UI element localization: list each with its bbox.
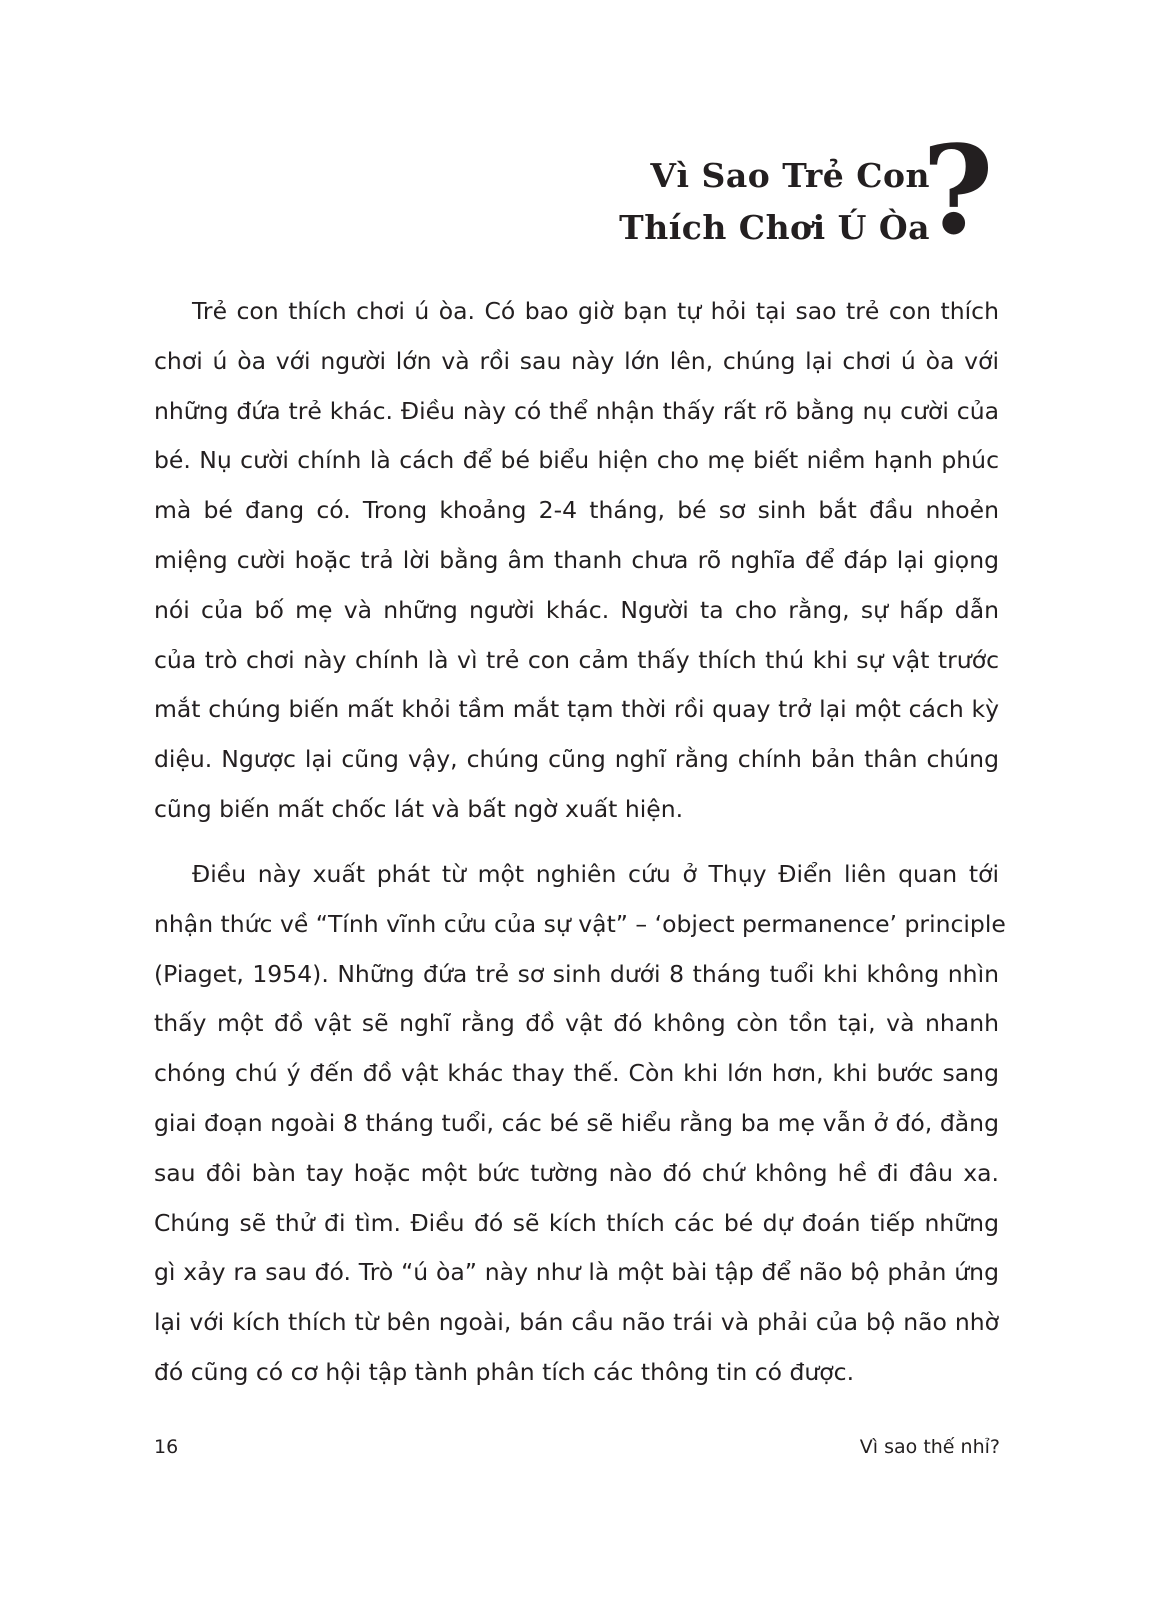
text-line: chơi ú òa với người lớn và rồi sau này lớn lên, chúng lại chơi ú òa với — [154, 346, 999, 375]
text-line: sau đôi bàn tay hoặc một bức tường nào đó chứ không hề đi đâu xa. — [154, 1158, 999, 1187]
text-line: miệng cười hoặc trả lời bằng âm thanh chưa rõ nghĩa để đáp lại giọng — [154, 545, 999, 574]
text-line: nhận thức về “Tính vĩnh cửu của sự vật” – ‘object permanence’ principle — [154, 909, 1006, 938]
text-line: cũng biến mất chốc lát và bất ngờ xuất hiện. — [154, 794, 684, 823]
text-line: những đứa trẻ khác. Điều này có thể nhận thấy rất rõ bằng nụ cười của — [154, 396, 999, 425]
chapter-title — [619, 150, 930, 254]
text-line: giai đoạn ngoài 8 tháng tuổi, các bé sẽ hiểu rằng ba mẹ vẫn ở đó, đằng — [154, 1108, 999, 1137]
chapter-title-line-1: Vì Sao Trẻ Con — [650, 156, 930, 195]
text-line: nói của bố mẹ và những người khác. Người ta cho rằng, sự hấp dẫn — [154, 595, 999, 624]
question-mark-decoration: ? — [922, 118, 994, 262]
paragraph-1 — [154, 287, 999, 835]
text-line: đó cũng có cơ hội tập tành phân tích các thông tin có được. — [154, 1357, 855, 1386]
text-line: (Piaget, 1954). Những đứa trẻ sơ sinh dưới 8 tháng tuổi khi không nhìn — [154, 959, 999, 988]
chapter-title-line-2: Thích Chơi Ú Òa — [619, 208, 930, 247]
text-line: của trò chơi này chính là vì trẻ con cảm thấy thích thú khi sự vật trước — [154, 645, 999, 674]
text-line: Chúng sẽ thử đi tìm. Điều đó sẽ kích thích các bé dự đoán tiếp những — [154, 1208, 999, 1237]
text-line: thấy một đồ vật sẽ nghĩ rằng đồ vật đó không còn tồn tại, và nhanh — [154, 1009, 999, 1038]
text-line: diệu. Ngược lại cũng vậy, chúng cũng nghĩ rằng chính bản thân chúng — [154, 745, 999, 774]
paragraph-2 — [154, 850, 1006, 1398]
text-line: chóng chú ý đến đồ vật khác thay thế. Còn khi lớn hơn, khi bước sang — [154, 1059, 999, 1088]
text-line: Trẻ con thích chơi ú òa. Có bao giờ bạn tự hỏi tại sao trẻ con thích — [192, 297, 999, 325]
text-line: gì xảy ra sau đó. Trò “ú òa” này như là một bài tập để não bộ phản ứng — [154, 1258, 999, 1287]
text-line: bé. Nụ cười chính là cách để bé biểu hiện cho mẹ biết niềm hạnh phúc — [154, 446, 999, 475]
page-number: 16 — [154, 1436, 179, 1458]
running-footer-book-title: Vì sao thế nhỉ? — [859, 1436, 1000, 1458]
text-line: Điều này xuất phát từ một nghiên cứu ở Thụy Điển liên quan tới — [192, 860, 999, 888]
text-line: mà bé đang có. Trong khoảng 2-4 tháng, bé sơ sinh bắt đầu nhoẻn — [154, 496, 999, 525]
text-line: mắt chúng biến mất khỏi tầm mắt tạm thời rồi quay trở lại một cách kỳ — [154, 695, 999, 724]
text-line: lại với kích thích từ bên ngoài, bán cầu não trái và phải của bộ não nhờ — [154, 1308, 999, 1337]
